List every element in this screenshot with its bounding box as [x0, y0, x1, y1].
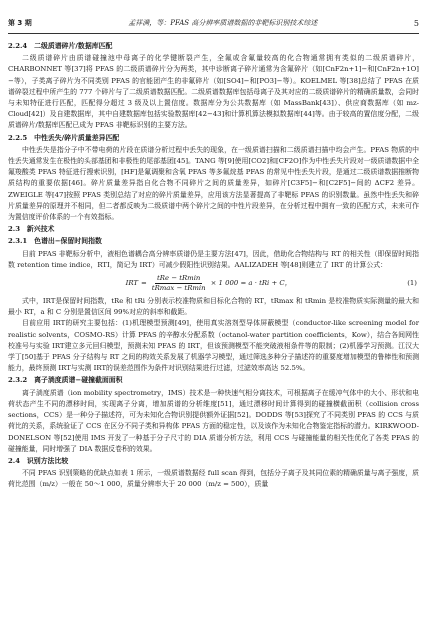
section-heading: 2.3 新兴技术: [8, 225, 55, 234]
paragraph: 二级质谱碎片由质谱碰撞池中母离子的化学键断裂产生，全氟或含氟量较高的化合物通常拥有类似的二级质谱碎片，CHARBONNET 等[37]将 PFAS 的二级质谱碎片分为两类，其中诊断离子碎片通常为含氟碎片（如[CnF2n+1]−和[CnF2n+1O]−等），子类离子碎片为不同类别 PFAS 的官能团产生的非氟碎片（如[SO4]−和[PO3]−等）。KOELMEL 等[38]总结了 PFAS 在质谱碎裂过程中所产生的 777 个碎片与了二级质谱数据匹配。二级质谱数据库包括母离子及其对应的二级质谱碎片的精确质量数，会同时与未知特征进行匹配，匹配得分超过 3 级及以上置信度。数据库分为公共数据库（如 MassBank[43]）、供应商数据库（如 mz-Cloud[42]）及自建数据库，其中自建数据库包括实验数据库[42−43]和计算机算法模拟数据库[44]等。由于较高的置信度分配，二级质谱碎片/数据库匹配已成为 PFAS 非靶标识别的主要方法。: [8, 54, 419, 130]
section-heading: 2.4 识别方法比较: [8, 456, 69, 465]
paragraph: 目前应用 IRT的研究主要包括：(1)机理模型预测[49]，使用真实溶剂型导体屏蔽模型（conductor-like screening model for realistic solvents，COSMO-RS）计算 PFAS 的辛醇水分配系数（octanol-water partition coefficients，Kow），结合各间网性校准号与实验 IRT建立多元回归模型，预测未知 PFAS 的 IRT，但该预测模型不能突破液相条件等的限制；(2)机器学习预测。江汉大学丁[50]基于 PFAS 分子结构与 RT 之间的构效关系发展了机器学习模型，通过筛选多种分子描述符的重要度增加模型的鲁棒性和预测能力，最终预测 IRT与实测 IRT的误差范围作为条件对识别结果进行过滤，过滤效率高达 52.5%。: [8, 319, 419, 373]
equation-numerator: tRe − tRmin: [157, 274, 201, 283]
paragraph: 不同 PFAS 识别策略的优缺点如表 1 所示，一级质谱数据经 full scan 得到，包括分子离子及其同位素的精确质量与离子强度，质荷比范围（m/z）一般在 50～1 000，质量分辨率大于 20 000（m/z = 500），质量: [8, 469, 419, 489]
paragraph: 离子淌度质谱（ion mobility spectrometry，IMS）技术是一种快速气相分离技术，可根据离子在缓冲气体中的大小、形状和电荷状态产生不同的漂移时间，实现离子分离，增加质谱的分析维度[51]，通过漂移时间计算得到的碰撞横截面积（collision cross sections，CCS）是一种分子描述符，可为未知化合物识别提供额外证据[52]。DODDS 等[53]探究了不同类别 PFAS 的 CCS 与质荷比的关系，系统验证了 CCS 在区分不同子类和异构体 PFAS 方面的稳定性，以及该作为未知化合物鉴定指标的潜力。KIRKWOOD-DONELSON 等[52]使用 IMS 开发了一种基于分子尺寸的 DIA 质谱分析方法，利用 CCS 与碰撞能量的相关性优化了各类 PFAS 的碰撞能量，同时增强了 DIA 数据反卷积的效果。: [8, 388, 419, 453]
equation-rest: × 1 000 = a · tRi + C，: [210, 278, 292, 287]
subsection-heading: 2.3.2 离子淌度质谱−碰撞截面面积: [8, 376, 123, 385]
irt-equation: [8, 274, 419, 293]
page-header: [8, 14, 419, 32]
page-number: 5: [413, 18, 419, 28]
equation-number: (1): [407, 278, 417, 287]
subsection-heading: 2.3.1 色谱出−保留时间指数: [8, 237, 102, 246]
equation-fraction: [150, 274, 208, 293]
paragraph: 目前 PFAS 非靶标分析中，液相色谱耦合高分辨率质谱仍是主要方法[47]，因此，借助化合物结构与 RT 的相关性（即保留时间指数 retention time indice，RTI，简记为 IRT）可减少假阳性识别结果。AALIZADEH 等[48]则建立了 IRT 的计算公式：: [8, 249, 419, 269]
equation-denominator: tRmax − tRmin: [151, 284, 206, 293]
paragraph: 中性丢失是指分子中不带电荷的片段在质谱分析过程中丢失的现象，在一级质谱扫描和二级质谱扫描中均会产生。PFAS 物质的中性丢失通常发生在极性的头部基团和非极性的尾部基团[45]。TANG 等[9]使用[CO2]和[CF2O]作为中性丢失片段对一级质谱数据中全氟羧酸类 PFAS 特征进行搜索识别，[HF]是氟调聚和含氧 PFAS 等多氟烷基 PFAS 的常见中性丢失片段，是通过二级质谱数据推断物质结构的重要依据[46]。碎片质量差异指自化合物不同碎片之间的质量差异，如碎片[C3F5]−和[C2F5]−间的 ΔCF2 差异。ZWEIGLE 等[47]按照 PFAS 类别总结了对应的碎片质量差异，应用该方法显著提高了非靶标 PFAS 的识别数量。虽然中性丢失和碎片质量差异的原理并不相同，但二者都反映为二级质谱中两个碎片之间的中性片段差异，在分析过程中拥有一致的匹配方式，未来可作为置信度评价体系的一个有效指标。: [8, 145, 419, 222]
paragraph: 式中，IRT是保留时间指数，tRe 和 tRi 分别表示校准物质和目标化合物的 RT，tRmax 和 tRmin 是校准物质实际测量的最大和最小 RT，a 和 C 分别是置信区间 99%对应的斜率和截距。: [8, 297, 419, 317]
equation-body: IRT = $\frac{\text{tRe − tRmin}}{tRmax - tRmin}$ × 1 000 = a · tRi + C，: [125, 274, 292, 293]
running-title: 孟祥满，等：PFAS 高分辨率质谱数据的非靶标识别技术综述: [128, 19, 318, 27]
section-heading: 2.2.5 中性丢失/碎片质量差异匹配: [8, 133, 120, 142]
header-rule: [8, 33, 419, 34]
equation-lhs: IRT: [125, 278, 139, 287]
article-body: [8, 40, 419, 625]
section-heading: 2.2.4 二级质谱碎片/数据库匹配: [8, 42, 113, 50]
issue-label: 第 3 期: [8, 19, 32, 27]
